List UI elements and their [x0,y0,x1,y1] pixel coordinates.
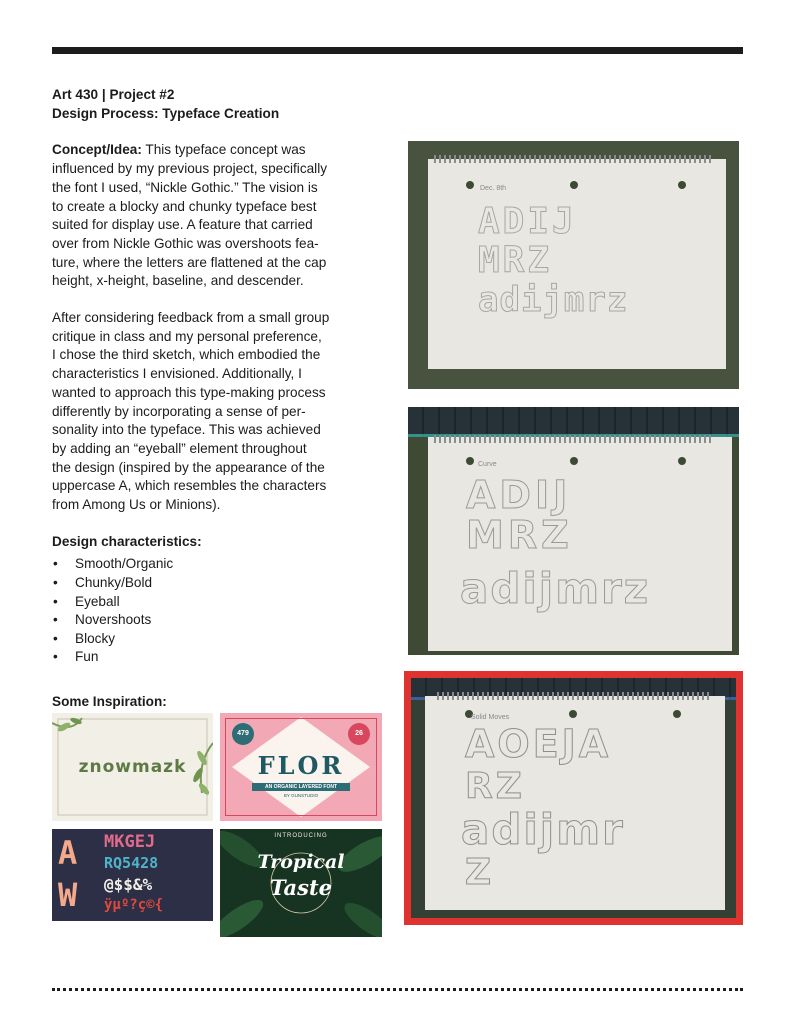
feedback-line: differently by incorporating a sense of per- [52,403,306,419]
inspiration-heading: Some Inspiration: [52,694,167,710]
pixel-big-letter: A [58,834,78,872]
sketch-row: MRZ [478,240,553,281]
feedback-line: wanted to approach this type-making process [52,384,326,400]
flor-thumbnail [220,713,382,821]
trait-label: Novershoots [75,612,152,628]
page-subtitle: Design Process: Typeface Creation [52,105,280,121]
flor-ribbon: AN ORGANIC LAYERED FONT [252,783,350,791]
sketch-photo-3 [411,678,736,918]
feedback-line: by adding an “eyeball” element throughout [52,440,307,456]
sketch-row: AOEJA [465,722,612,766]
trait-label: Smooth/Organic [75,556,174,572]
course-title: Art 430 | Project #2 [52,87,175,102]
concept-paragraph [52,141,387,291]
feedback-line: the design (inspired by the appearance of the [52,459,325,475]
list-item [52,555,387,574]
keyboard-strip [408,407,739,437]
feedback-line: from Among Us or Minions). [52,497,221,513]
pixel-big-letter: W [58,876,78,914]
punch-hole [569,710,577,718]
flor-byline: BY GUNSTUDIO [283,793,319,798]
sketch-corner-note: Dec. 8th [480,185,507,192]
trait-label: Eyeball [75,593,120,609]
punch-hole [466,181,474,189]
sketch-row: RZ [465,766,525,807]
trait-label: Chunky/Bold [75,575,153,591]
list-item [52,611,387,630]
sketch-row: adijmrz [460,564,651,613]
sketch-photo-1 [408,141,739,389]
sketch-corner-note: Solid Moves [471,714,510,721]
bottom-dotted-rule [52,988,743,991]
concept-line: This typeface concept was [141,142,306,158]
list-item [52,574,387,593]
feedback-line: characteristics I envisioned. Additionally, I [52,366,302,382]
characteristics-list [52,555,387,667]
spiral-binding [437,692,710,700]
punch-hole [466,457,474,465]
punch-hole [678,181,686,189]
concept-line: height, x-height, baseline, and descender. [52,273,304,289]
bullet: • [53,612,58,628]
flor-title: FLOR [257,751,345,780]
concept-label: Concept/Idea: [52,142,142,158]
pixel-line: RQ5428 [104,854,159,872]
tropical-line2: Taste [269,875,333,900]
feedback-line: sonality into the typeface. This was achieved [52,422,321,438]
list-item [52,630,387,649]
sketch-row: ADIJ [466,473,572,517]
list-item [52,648,387,667]
concept-line: to create a blocky and chunky typeface best [52,198,317,214]
concept-line: influenced by my previous project, specifically [52,161,328,177]
tropical-line1: Tropical [257,851,345,873]
pixel-font-thumbnail [52,829,213,921]
flor-badge-right: 26 [348,723,370,745]
pixel-line: @$$&% [104,875,153,894]
feedback-line: After considering feedback from a small group [52,310,330,326]
tropical-intro: INTRODUCING [274,833,328,839]
tropical-taste-thumbnail [220,829,382,937]
feedback-line: I chose the third sketch, which embodied the [52,347,321,363]
feedback-line: uppercase A, which resembles the characters [52,478,327,494]
punch-hole [673,710,681,718]
sketch-row: ADIJ [478,201,577,242]
snowmask-word: znowmazk [78,757,187,777]
concept-line: over from Nickle Gothic was overshoots fea- [52,235,319,251]
sketch-photo-2 [408,407,739,655]
sketchbook-page [428,159,726,369]
concept-line: suited for display use. A feature that carried [52,217,313,233]
flor-badge-left: 479 [232,723,254,745]
spiral-binding [434,155,712,163]
sketch-row: Z [465,852,492,893]
list-item [52,593,387,612]
concept-line: the font I used, “Nickle Gothic.” The vision is [52,179,318,195]
feedback-line: critique in class and my personal preference, [52,328,322,344]
characteristics-heading: Design characteristics: [52,533,202,549]
bullet: • [53,649,58,665]
pixel-line: ÿµº?ç©{ [104,897,164,913]
bullet: • [53,556,58,572]
top-rule [52,47,743,54]
spiral-binding [434,435,712,443]
trait-label: Fun [75,649,99,665]
punch-hole [570,457,578,465]
feedback-paragraph [52,309,387,515]
punch-hole [678,457,686,465]
text-column [52,86,387,712]
snowmask-thumbnail [52,713,213,821]
sketch-row: MRZ [466,513,573,557]
punch-hole [570,181,578,189]
sketch-row: adijmrz [478,280,629,320]
trait-label: Blocky [75,630,116,646]
bullet: • [53,593,58,609]
sketch-corner-note: Curve [478,461,497,468]
concept-line: ture, where the letters are flattened at the cap [52,254,327,270]
bullet: • [53,630,58,646]
bullet: • [53,575,58,591]
pixel-line: MKGEJ [104,832,156,852]
sketch-row: adijmr [461,805,625,854]
